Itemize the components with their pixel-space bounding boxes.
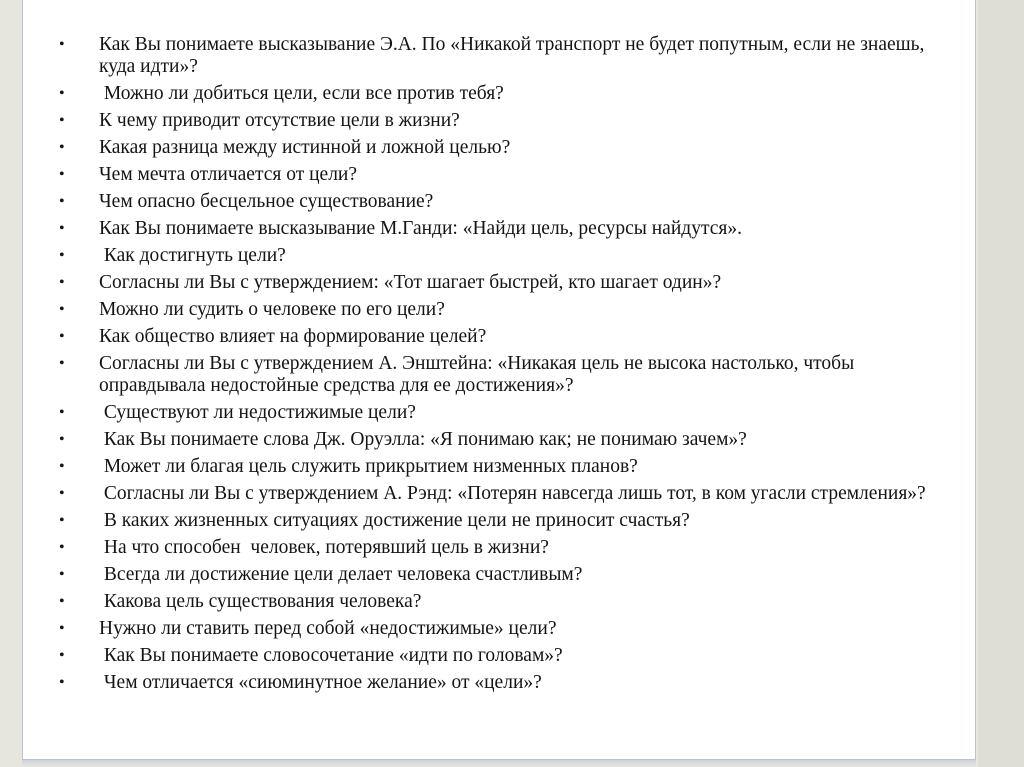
list-item <box>59 326 959 348</box>
list-item <box>59 456 959 478</box>
list-item <box>59 645 959 667</box>
question-text: К чему приводит отсутствие цели в жизни? <box>99 110 460 131</box>
question-text: Как Вы понимаете словосочетание «идти по головам»? <box>99 645 563 666</box>
question-text: Чем отличается «сиюминутное желание» от «цели»? <box>99 672 542 693</box>
list-item <box>59 34 959 78</box>
list-item <box>59 353 959 397</box>
bullet-icon: • <box>59 539 65 556</box>
list-item <box>59 537 959 559</box>
list-item <box>59 591 959 613</box>
bullet-icon: • <box>59 404 65 421</box>
bullet-icon: • <box>59 274 65 291</box>
bullet-icon: • <box>59 593 65 610</box>
question-text: Можно ли судить о человеке по его цели? <box>99 299 445 320</box>
list-item <box>59 564 959 586</box>
list-item <box>59 483 959 505</box>
question-text: Как Вы понимаете высказывание Э.А. По «Никакой транспорт не будет попутным, если не знаешь, куда идти»? <box>99 34 930 77</box>
bullet-icon: • <box>59 220 65 237</box>
list-item <box>59 164 959 186</box>
left-margin <box>0 0 22 767</box>
bullet-icon: • <box>59 301 65 318</box>
question-text: На что способен человек, потерявший цель в жизни? <box>99 537 549 558</box>
bullet-icon: • <box>59 166 65 183</box>
question-text: Согласны ли Вы с утверждением А. Рэнд: «Потерян навсегда лишь тот, в ком угасли стремления»? <box>99 483 926 504</box>
question-text: Как Вы понимаете высказывание М.Ганди: «Найди цель, ресурсы найдутся». <box>99 218 742 239</box>
document-page <box>22 0 976 760</box>
question-text: Всегда ли достижение цели делает человека счастливым? <box>99 564 583 585</box>
question-text: Может ли благая цель служить прикрытием низменных планов? <box>99 456 638 477</box>
list-item <box>59 510 959 532</box>
right-margin <box>978 0 1024 767</box>
bullet-icon: • <box>59 458 65 475</box>
question-text: Согласны ли Вы с утверждением: «Тот шагает быстрей, кто шагает один»? <box>99 272 722 293</box>
bullet-icon: • <box>59 36 65 53</box>
question-text: Чем опасно бесцельное существование? <box>99 191 434 212</box>
list-item <box>59 299 959 321</box>
question-text: Как Вы понимаете слова Дж. Оруэлла: «Я понимаю как; не понимаю зачем»? <box>99 429 747 450</box>
list-item <box>59 83 959 105</box>
question-text: Чем мечта отличается от цели? <box>99 164 358 185</box>
bullet-icon: • <box>59 247 65 264</box>
bullet-icon: • <box>59 112 65 129</box>
bullet-icon: • <box>59 328 65 345</box>
page-shadow <box>22 760 976 767</box>
bullet-icon: • <box>59 355 65 372</box>
bullet-icon: • <box>59 647 65 664</box>
bullet-icon: • <box>59 512 65 529</box>
list-item <box>59 402 959 424</box>
question-text: Согласны ли Вы с утверждением А. Энштейна: «Никакая цель не высока настолько, чтобы оправдывала недостойные средства для ее достижения»? <box>99 353 860 396</box>
list-item <box>59 137 959 159</box>
question-text: Какая разница между истинной и ложной целью? <box>99 137 511 158</box>
bullet-icon: • <box>59 566 65 583</box>
question-text: Как достигнуть цели? <box>99 245 286 266</box>
list-item <box>59 191 959 213</box>
bullet-icon: • <box>59 674 65 691</box>
question-text: Какова цель существования человека? <box>99 591 422 612</box>
bullet-icon: • <box>59 85 65 102</box>
question-text: Можно ли добиться цели, если все против тебя? <box>99 83 504 104</box>
question-list <box>59 34 959 699</box>
bullet-icon: • <box>59 193 65 210</box>
list-item <box>59 272 959 294</box>
bullet-icon: • <box>59 431 65 448</box>
list-item <box>59 218 959 240</box>
list-item <box>59 245 959 267</box>
question-text: Как общество влияет на формирование целей? <box>99 326 487 347</box>
bullet-icon: • <box>59 620 65 637</box>
question-text: Существуют ли недостижимые цели? <box>99 402 416 423</box>
bullet-icon: • <box>59 139 65 156</box>
list-item <box>59 429 959 451</box>
list-item <box>59 672 959 694</box>
bullet-icon: • <box>59 485 65 502</box>
list-item <box>59 110 959 132</box>
question-text: Нужно ли ставить перед собой «недостижимые» цели? <box>99 618 557 639</box>
list-item <box>59 618 959 640</box>
question-text: В каких жизненных ситуациях достижение цели не приносит счастья? <box>99 510 690 531</box>
